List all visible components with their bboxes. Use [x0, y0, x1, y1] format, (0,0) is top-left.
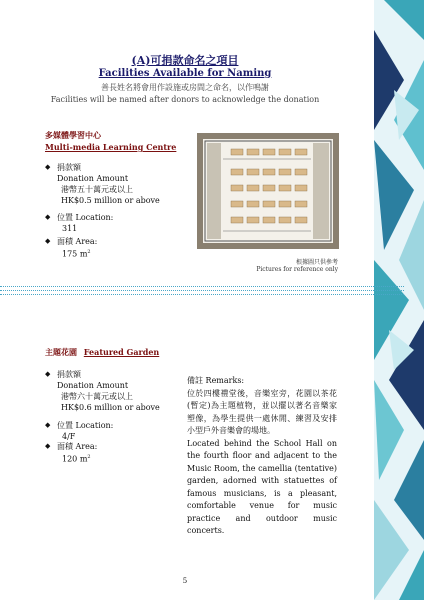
area-unit-sup: 2: [87, 249, 91, 255]
bullet-diamond-icon: ◆: [45, 370, 51, 378]
remarks-text-en: Located behind the School Hall on the fourth floor and adjacent to the Music Room, the camellia (tentative) garden, adorned with statuettes of famous musicians, is a pleasant, comfortable venue for music practice and outdoor music concerts.: [187, 438, 337, 535]
location-value: 4/F: [62, 432, 76, 441]
area-label: 面積 Area:: [57, 442, 98, 451]
location-label: 位置 Location:: [57, 213, 114, 222]
donation-amount-cn: 港幣五十萬元或以上: [61, 185, 133, 194]
plan-caption-en: Pictures for reference only: [256, 266, 338, 273]
donation-label-cn: 捐款額: [57, 370, 81, 379]
area-value: 175 m: [62, 249, 88, 259]
bullet-diamond-icon: ◆: [45, 163, 51, 171]
section2-location: [45, 420, 114, 442]
page-title-en: Facilities Available for Naming: [98, 68, 272, 79]
bullet-diamond-icon: ◆: [45, 213, 51, 221]
plan-caption-cn: 根據圖只供參考: [295, 259, 338, 266]
donation-amount-en: HK$0.5 million or above: [61, 196, 160, 205]
page-subtitle-cn: 善長姓名將會用作設施或房間之命名，以作鳴謝: [101, 83, 269, 92]
section-divider: [0, 286, 404, 287]
donation-label-cn: 捐款額: [57, 163, 81, 172]
section-divider: [0, 294, 404, 295]
section1-title-en: Multi-media Learning Centre: [45, 142, 177, 152]
section-divider: [0, 290, 404, 291]
remarks-label: 備註 Remarks:: [187, 376, 245, 385]
decorative-pattern-strip: [374, 0, 424, 600]
donation-amount-en: HK$0.6 million or above: [61, 403, 160, 412]
donation-label-en: Donation Amount: [57, 381, 129, 390]
floor-plan-drawing: [203, 139, 333, 243]
floor-plan-image: [197, 133, 339, 249]
section1-donation: [45, 162, 160, 206]
section1-title-cn: 多媒體學習中心: [45, 130, 101, 140]
section2-donation: [45, 369, 160, 413]
bullet-diamond-icon: ◆: [45, 237, 51, 245]
page-title-cn: (A)可捐款命名之項目: [131, 54, 239, 67]
donation-label-en: Donation Amount: [57, 174, 129, 183]
location-label: 位置 Location:: [57, 421, 114, 430]
area-unit-sup: 2: [87, 454, 91, 460]
area-label: 面積 Area:: [57, 237, 98, 246]
location-value: 311: [62, 224, 78, 233]
bullet-diamond-icon: ◆: [45, 421, 51, 429]
section2-area: [45, 441, 98, 465]
remarks-text-cn: 位於四樓禮堂後，音樂室旁，花園以茶花(暫定)為主題植物，並以擺以著名音樂家塑像，為學生提供一處休閒、練習及安排小型戶外音樂會的場地。: [187, 388, 337, 435]
bullet-diamond-icon: ◆: [45, 442, 51, 450]
donation-amount-cn: 港幣六十萬元或以上: [61, 392, 133, 401]
section2-title: [45, 347, 159, 358]
page-subtitle-en: Facilities will be named after donors to acknowledge the donation: [50, 95, 320, 104]
remarks-block: [187, 375, 337, 538]
section1-area: [45, 236, 98, 260]
section1-location: [45, 212, 114, 234]
page-number: 5: [182, 577, 188, 585]
section2-title-cn: 主題花園: [45, 347, 77, 357]
area-value: 120 m: [62, 454, 88, 464]
section2-title-en: Featured Garden: [83, 347, 160, 357]
